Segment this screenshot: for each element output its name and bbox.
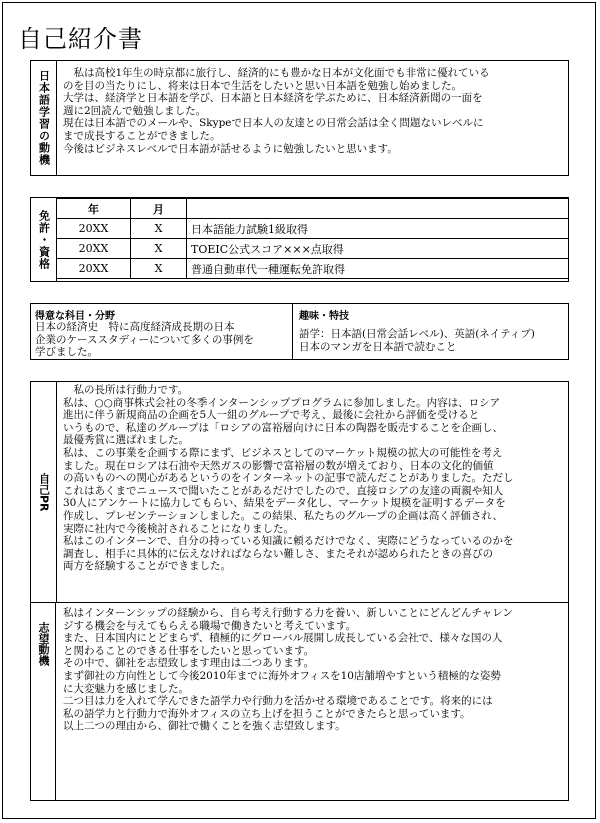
- license-row: [57, 259, 569, 279]
- self-pr-line: いうもので、私達のグループは「ロシアの富裕層向けに日本の陶器を販売することを企画し、: [63, 421, 503, 434]
- aspiration-line: また、日本国内にとどまらず、積極的にグローバル展開し成長している会社で、様々な国の人: [63, 632, 503, 645]
- favorite-subject-line: 日本の経済史 特に高度経済成長期の日本: [35, 321, 235, 333]
- aspiration-line: その中で、御社を志望致します理由は二つあります。: [63, 657, 314, 670]
- favorite-subject-line: 学びました。: [35, 346, 98, 359]
- self-pr-line: 私はこのインターンで、自分の持っている知識に頼るだけでなく、実際にどうなっているのかを: [63, 535, 514, 548]
- license-item: 日本語能力試験1級取得: [187, 219, 569, 239]
- self-pr-line: ました。現在ロシアは石油や天然ガスの影響で富裕層の数が増えており、日本の文化的価値: [63, 459, 494, 472]
- motivation-line: のを目の当たりにし、将来は日本で生活をしたいと思い日本語を勉強し始めました。: [63, 79, 462, 92]
- self-pr-line: 私は、この事業を企画する際にまず、ビジネスとしてのマーケット規模の拡大の可能性を考え: [63, 446, 503, 459]
- self-pr-line: 最優秀賞に選ばれました。: [63, 434, 189, 447]
- motivation-line: 今後はビジネスレベルで日本語が話せるように勉強したいと思います。: [63, 142, 398, 155]
- aspiration-label: 志望動機: [37, 622, 50, 666]
- aspiration-label-column: [31, 602, 56, 800]
- aspiration-line: 以上二つの理由から、御社で働くことを強く志望致します。: [63, 720, 346, 733]
- subject-hobby-section: [30, 303, 569, 360]
- licenses-section: [30, 197, 569, 282]
- motivation-line: 大学は、経済学と日本語を学び、日本語と日本経済を学ぶために、日本経済新聞の一面を: [63, 92, 483, 105]
- item-header: [187, 199, 569, 219]
- favorite-subject-heading: 得意な科目・分野: [35, 311, 115, 322]
- aspiration-line: ジする機会を与えてもらえる職場で働きたいと考えています。: [63, 619, 357, 632]
- self-pr-line: 30人にアンケートに協力してもらい、結果をデータ化し、マーケット規模を証明するデータを: [63, 497, 506, 510]
- self-pr-label: 自己PR: [37, 472, 51, 512]
- month-header: 月: [131, 199, 187, 219]
- aspiration-line: と関わることのできる仕事をしたいと思っています。: [63, 644, 315, 657]
- license-month: X: [131, 219, 187, 239]
- self-pr-line: 私は、○○商事株式会社の冬季インターンシッププログラムに参加しました。内容は、ロシア: [63, 396, 501, 409]
- hobbies-text: [299, 328, 567, 353]
- license-item: TOEIC公式スコア×××点取得: [187, 239, 569, 259]
- aspiration-line: まず御社の方向性として今後2010年までに海外オフィスを10店舗増やすという積極的な姿勢: [63, 669, 501, 682]
- favorite-subject-line: 企業のケーススタディーについて多くの事例を: [35, 333, 254, 346]
- aspiration-line: 私はインターンシップの経験から、自ら考え行動する力を養い、新しいことにどんどんチャレン: [63, 607, 513, 619]
- license-month: X: [131, 239, 187, 259]
- self-pr-line: の高いものへの関心があるというのをインターネットの記事で読んだことがありました。ただし: [63, 472, 514, 485]
- self-pr-line: 私の長所は行動力です。: [63, 384, 189, 396]
- self-pr-text: [63, 384, 567, 573]
- license-item: 普通自動車代一種運転免許取得: [187, 259, 569, 279]
- motivation-line: 私は高校1年生の時京都に旅行し、経済的にも豊かな日本が文化面でも非常に優れている: [63, 67, 490, 79]
- favorite-subject-text: [35, 321, 290, 359]
- self-pr-line: これはあくまでニュースで聞いたことがあるだけでしたので、直接ロシアの友達の両親や知人: [63, 484, 504, 497]
- motivation-text: [63, 67, 567, 155]
- motivation-line: 週に2回読んで勉強しました。: [63, 104, 207, 117]
- pr-aspiration-section: [30, 381, 569, 801]
- license-year: 20XX: [57, 239, 131, 259]
- motivation-section: [30, 60, 569, 176]
- self-pr-line: 実際に社内で今後検討されることになりました。: [63, 522, 294, 535]
- subject-hobby-divider: [292, 304, 293, 359]
- pr-aspiration-divider: [56, 602, 568, 603]
- pr-label-column: [31, 382, 57, 603]
- motivation-line: 現在は日本語でのメールや、Skypeで日本人の友達との日常会話は全く問題ないレベルに: [63, 117, 484, 130]
- licenses-table: [56, 198, 569, 279]
- self-pr-line: 調査し、相手に具体的に伝えなければならない難しさ、またそれが認められたときの喜びの: [63, 547, 494, 560]
- page-title: 自己紹介書: [18, 25, 143, 53]
- aspiration-line: に大変魅力を感じました。: [63, 682, 189, 695]
- motivation-line: まで成長することができました。: [63, 129, 221, 142]
- aspiration-line: 私の語学力と行動力で海外オフィスの立ち上げを担うことができたらと思っています。: [63, 707, 471, 720]
- year-header: 年: [57, 199, 131, 219]
- licenses-header-row: [57, 199, 569, 219]
- hobbies-line: 語学：日本語(日常会話レベル)、英語(ネイティブ): [299, 328, 535, 340]
- license-year: 20XX: [57, 259, 131, 279]
- self-pr-line: 進出に伴う新規商品の企画を5人一組のグループで考え、最後に会社から評価を受けると: [63, 409, 480, 422]
- license-month: X: [131, 259, 187, 279]
- self-pr-line: 作成し、プレゼンテーションしました。この結果、私たちのグループの企画は高く評価され、: [63, 509, 503, 522]
- self-pr-line: 両方を経験することができました。: [63, 560, 231, 573]
- license-year: 20XX: [57, 219, 131, 239]
- license-row: [57, 219, 569, 239]
- aspiration-line: 二つ目は力を入れて学んできた語学力や行動力を活かせる環境であることです。将来的には: [63, 695, 493, 708]
- motivation-label: 日本語学習の動機: [31, 61, 57, 175]
- aspiration-text: [63, 607, 567, 733]
- hobbies-heading: 趣味・特技: [299, 311, 349, 322]
- licenses-label: 免許・資格: [31, 198, 57, 281]
- license-row: [57, 239, 569, 259]
- hobbies-line: 日本のマンガを日本語で読むこと: [299, 340, 457, 353]
